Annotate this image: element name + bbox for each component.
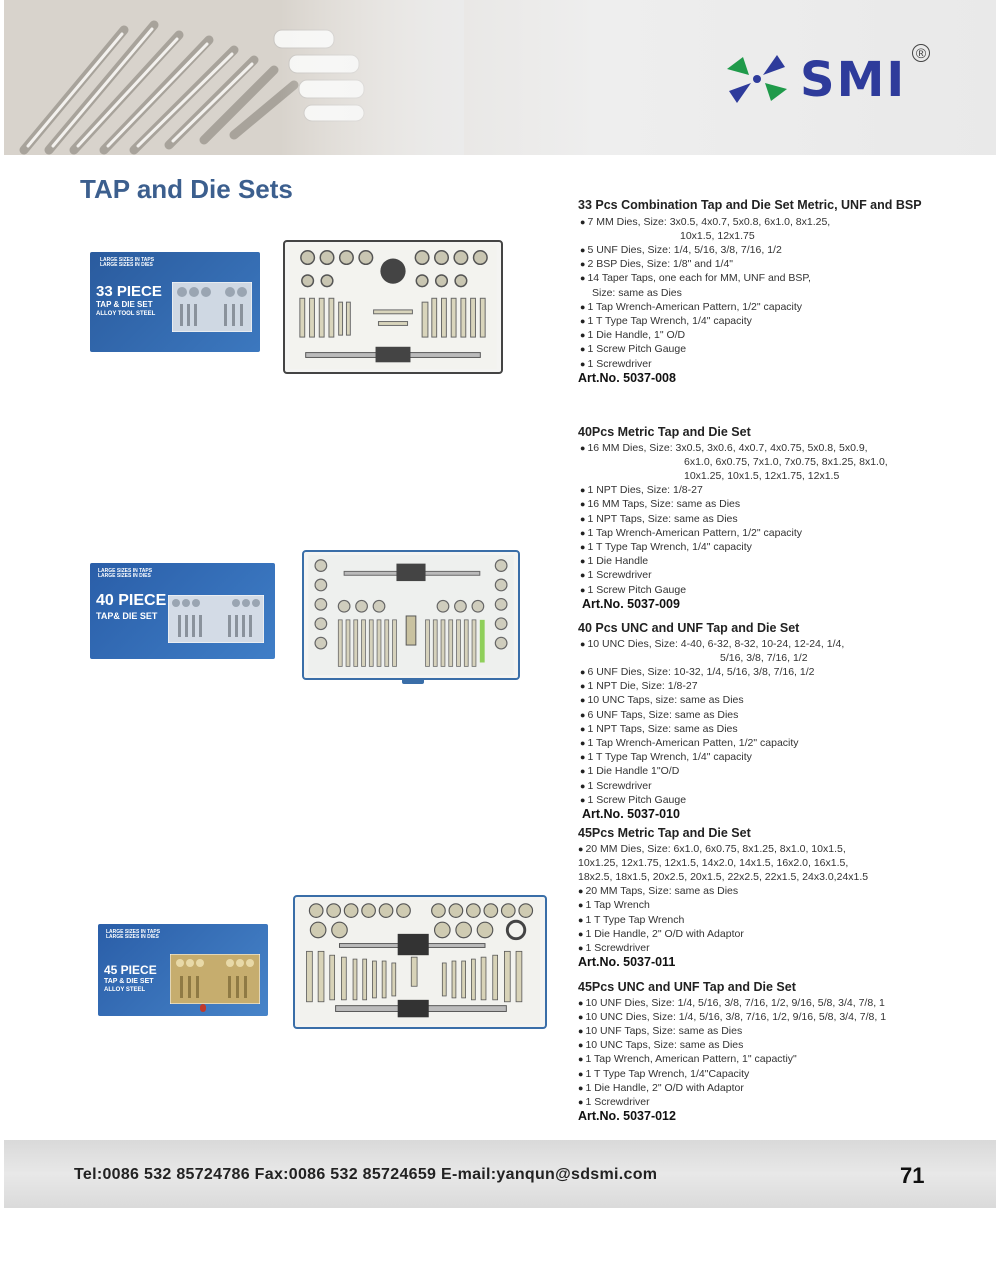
spec-item: ● 7 MM Dies, Size: 3x0.5, 4x0.7, 5x0.8, 6x1.0, 8x1.25, 10x1.5, 12x1.75 (580, 215, 978, 243)
cover-sub2: ALLOY TOOL STEEL (96, 311, 156, 317)
spec-item: ● 16 MM Dies, Size: 3x0.5, 3x0.6, 4x0.7, 4x0.75, 5x0.8, 5x0.9, 6x1.0, 6x0.75, 7x1.0, 7x0.75, 8x1.25, 8x1.0, 10x1.25, 10x1.5, 12x1.75, 12x1.5 (580, 441, 978, 484)
spec-item: ● 1 Tap Wrench-American Pattern, 1/2" capacity (580, 300, 978, 314)
page-title: TAP and Die Sets (80, 174, 293, 204)
article-number: Art.No. 5037-012 (578, 1109, 676, 1124)
tools-photo (4, 0, 464, 155)
cover-headline: 40 PIECE (96, 592, 167, 609)
spec-item: ● 1 Screwdriver (578, 1095, 988, 1109)
article-number: Art.No. 5037-008 (578, 370, 676, 385)
article-number: Art.No. 5037-011 (578, 955, 676, 970)
tool-case-40-piece (302, 550, 520, 680)
product-5037-008 (578, 198, 978, 386)
spec-item: ● 1 NPT Taps, Size: same as Dies (580, 722, 978, 736)
product-5037-010 (578, 621, 978, 822)
set-thumbnail-icon (172, 282, 252, 332)
case-latch (402, 678, 424, 684)
spec-item: ● 1 Screwdriver (580, 357, 978, 371)
spec-item: ● 10 UNC Dies, Size: 4-40, 6-32, 8-32, 10-24, 12-24, 1/4, 5/16, 3/8, 7/16, 1/2 (580, 637, 978, 665)
product-title: 33 Pcs Combination Tap and Die Set Metric, UNF and BSP (578, 198, 922, 212)
cover-small-text: LARGE SIZES IN TAPS LARGE SIZES IN DIES (98, 568, 153, 580)
spec-item: ● 1 Die Handle, 1" O/D (580, 328, 978, 342)
cover-headline: 45 PIECE (104, 963, 157, 977)
product-5037-011 (578, 826, 978, 970)
tool-case-33-piece (283, 240, 503, 374)
spec-item: ● 10 UNC Taps, Size: same as Dies (578, 1038, 988, 1052)
spec-item: ● 1 Tap Wrench-American Patten, 1/2" capacity (580, 736, 978, 750)
product-5037-012 (578, 980, 988, 1124)
spec-item: ● 1 Screw Pitch Gauge (580, 583, 978, 597)
spec-item: ● 1 NPT Dies, Size: 1/8-27 (580, 483, 978, 497)
spec-item: ● 10 UNF Taps, Size: same as Dies (578, 1024, 988, 1038)
set-thumbnail-icon (170, 954, 260, 1004)
spec-item: ● 1 T Type Tap Wrench, 1/4" capacity (580, 314, 978, 328)
product-title: 40 Pcs UNC and UNF Tap and Die Set (578, 621, 800, 635)
page-number: 71 (900, 1163, 925, 1188)
spec-item: ● 2 BSP Dies, Size: 1/8" and 1/4" (580, 257, 978, 271)
cover-sub: TAP& DIE SET (96, 611, 158, 621)
spec-item: ● 1 Die Handle 1"O/D (580, 764, 978, 778)
box-cover-33-piece (90, 252, 260, 352)
brand-name: SMI (800, 52, 907, 108)
registered-mark: ® (912, 44, 930, 62)
spec-item: ● 1 Screwdriver (580, 779, 978, 793)
spec-item: ● 1 Screwdriver (578, 941, 978, 955)
product-title: 40Pcs Metric Tap and Die Set (578, 425, 751, 439)
article-number: Art.No. 5037-010 (582, 806, 680, 821)
cover-small-text: LARGE SIZES IN TAPS LARGE SIZES IN DIES (100, 257, 155, 269)
spec-item: ● 1 T Type Tap Wrench, 1/4"Capacity (578, 1067, 988, 1081)
spec-item: ● 1 Tap Wrench, American Pattern, 1" capactiy" (578, 1052, 988, 1066)
spec-item: ● 6 UNF Dies, Size: 10-32, 1/4, 5/16, 3/8, 7/16, 1/2 (580, 665, 978, 679)
spec-item: ● 10 UNC Dies, Size: 1/4, 5/16, 3/8, 7/16, 1/2, 9/16, 5/8, 3/4, 7/8, 1 (578, 1010, 988, 1024)
footer-contact: Tel:0086 532 85724786 Fax:0086 532 85724659 E-mail:yanqun@sdsmi.com (74, 1166, 658, 1183)
spec-item: ● 1 T Type Tap Wrench, 1/4" capacity (580, 750, 978, 764)
spec-item: ● 1 Tap Wrench-American Pattern, 1/2" capacity (580, 526, 978, 540)
cover-small-text: LARGE SIZES IN TAPS LARGE SIZES IN DIES (106, 929, 161, 941)
spec-item: ● 1 Screw Pitch Gauge (580, 793, 978, 807)
article-number: Art.No. 5037-009 (582, 596, 680, 611)
spec-item: ● 20 MM Taps, Size: same as Dies (578, 884, 978, 898)
cover-headline: 33 PIECE (96, 283, 162, 300)
spec-item: ● 10 UNF Dies, Size: 1/4, 5/16, 3/8, 7/16, 1/2, 9/16, 5/8, 3/4, 7/8, 1 (578, 996, 988, 1010)
spec-item: ● 5 UNF Dies, Size: 1/4, 5/16, 3/8, 7/16, 1/2 (580, 243, 978, 257)
spec-item: ● 1 Screwdriver (580, 568, 978, 582)
tool-case-45-piece (293, 895, 547, 1029)
spec-item: ● 1 T Type Tap Wrench, 1/4" capacity (580, 540, 978, 554)
product-title: 45Pcs UNC and UNF Tap and Die Set (578, 980, 796, 994)
cover-sub: TAP & DIE SET (96, 300, 153, 309)
cover-sub2: ALLOY STEEL (104, 987, 146, 993)
box-cover-45-piece (98, 924, 268, 1016)
product-5037-009 (578, 425, 978, 612)
spec-item: ● 1 Die Handle (580, 554, 978, 568)
smi-logo-icon (712, 44, 802, 114)
product-title: 45Pcs Metric Tap and Die Set (578, 826, 751, 840)
spec-item: ● 1 NPT Taps, Size: same as Dies (580, 512, 978, 526)
set-thumbnail-icon (168, 595, 264, 643)
spec-item: ● 1 Screw Pitch Gauge (580, 342, 978, 356)
spec-item: ● 10 UNC Taps, size: same as Dies (580, 693, 978, 707)
box-cover-40-piece (90, 563, 275, 659)
cover-sub: TAP & DIE SET (104, 978, 154, 985)
spec-item: ● 1 Die Handle, 2" O/D with Adaptor (578, 927, 978, 941)
spec-item: ● 14 Taper Taps, one each for MM, UNF and BSP, Size: same as Dies (580, 271, 978, 299)
spec-item: ● 1 NPT Die, Size: 1/8-27 (580, 679, 978, 693)
spec-item: ● 16 MM Taps, Size: same as Dies (580, 497, 978, 511)
spec-item: ● 20 MM Dies, Size: 6x1.0, 6x0.75, 8x1.25, 8x1.0, 10x1.5, 10x1.25, 12x1.75, 12x1.5, 14x2.0, 14x1.5, 16x2.0, 16x1.5, 18x2.5, 18x1.5, 20x2.5, 20x1.5, 22x2.5, 22x1.5, 24x3.0,24x1.5 (578, 842, 978, 885)
cover-badge (200, 1004, 206, 1012)
spec-item: ● 1 T Type Tap Wrench (578, 913, 978, 927)
spec-item: ● 1 Tap Wrench (578, 898, 978, 912)
spec-item: ● 6 UNF Taps, Size: same as Dies (580, 708, 978, 722)
spec-item: ● 1 Die Handle, 2" O/D with Adaptor (578, 1081, 988, 1095)
